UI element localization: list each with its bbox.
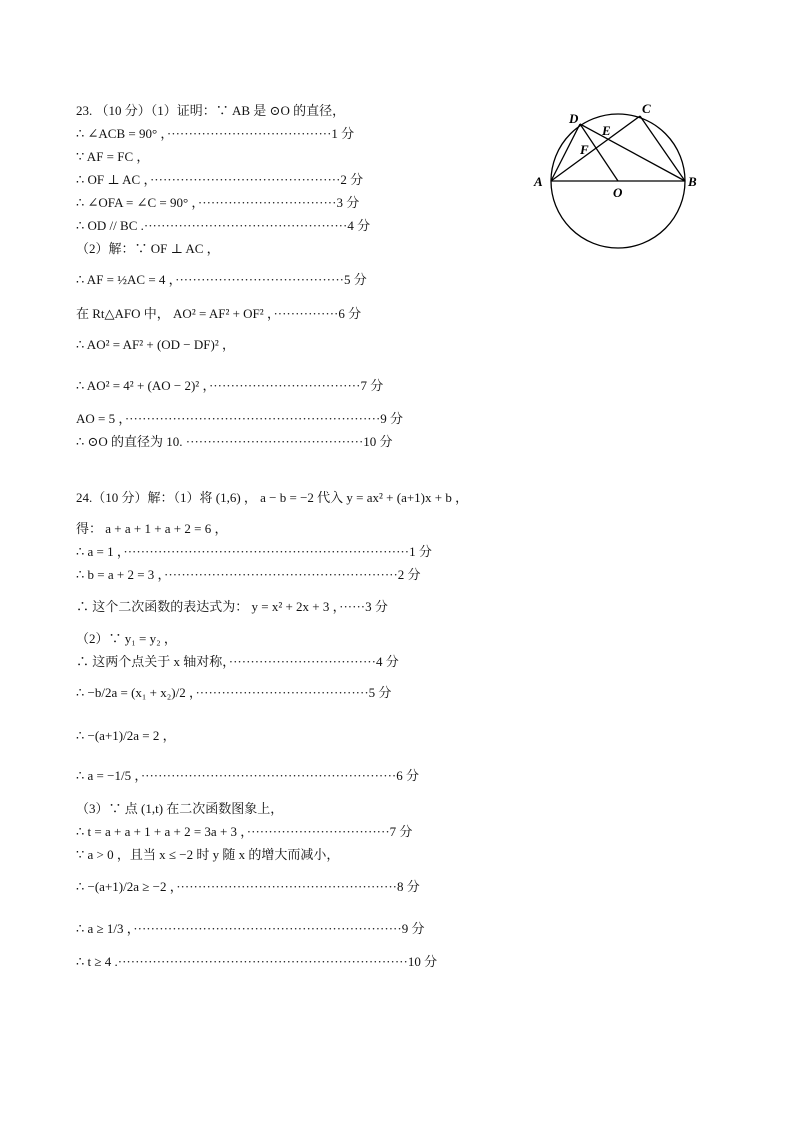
label-e: E — [602, 123, 611, 138]
q23-line-13: ∴ ⊙O 的直径为 10. ·········································10 分 — [76, 434, 393, 449]
q23-line-12: AO = 5 ，···························································9 分 — [76, 411, 404, 426]
q23-line-1: 23. （10 分）（1）证明：∵ AB 是 ⊙O 的直径， — [76, 103, 346, 118]
q24-line-3: ∴ a = 1 ，··································································1 分 — [76, 544, 432, 559]
label-c: C — [642, 101, 651, 116]
q24-line-14: ∴ −(a+1)/2a ≥ −2 ，···················································8 分 — [76, 879, 420, 894]
q23-line-2: ∴ ∠ACB = 90° ，······································1 分 — [76, 126, 355, 141]
q23-line-5: ∴ ∠OFA = ∠C = 90° ，································3 分 — [76, 195, 360, 210]
chord-cb — [640, 116, 685, 181]
label-b: B — [688, 174, 697, 189]
q24-line-4: ∴ b = a + 2 = 3 ，······················································2 分 — [76, 567, 421, 582]
q23-line-7: （2）解：∵ OF ⊥ AC ， — [76, 241, 220, 256]
q24-line-1: 24.（10 分）解：（1）将 (1,6) ， a − b = −2 代入 y = ax² + (a+1)x + b ， — [76, 490, 469, 505]
q23-line-8: ∴ AF = ½AC = 4 ，·······································5 分 — [76, 272, 367, 287]
q24-line-11: （3）∵ 点 (1,t) 在二次函数图象上， — [76, 801, 284, 816]
label-o: O — [613, 185, 623, 200]
circle-figure — [528, 96, 708, 256]
q24-line-2: 得： a + a + 1 + a + 2 = 6 ， — [76, 521, 228, 536]
q24-line-6: （2）∵ y₁ = y₂ ， — [76, 631, 177, 646]
q24-line-7: ∴ 这两个点关于 x 轴对称，··································4 分 — [76, 654, 399, 669]
q24-line-8: ∴ −b/2a = (x₁ + x₂)/2 ，········································5 分 — [76, 685, 392, 700]
label-d: D — [569, 111, 579, 126]
q23-line-3: ∵ AF = FC ， — [76, 149, 150, 164]
q24-line-13: ∵ a > 0 ，且当 x ≤ −2 时 y 随 x 的增大而减小， — [76, 847, 340, 862]
q24-line-16: ∴ t ≥ 4 .···································································10 分 — [76, 954, 438, 969]
q23-line-10: ∴ AO² = AF² + (OD − DF)² ， — [76, 337, 235, 352]
chord-ac — [551, 116, 640, 181]
q24-line-9: ∴ −(a+1)/2a = 2 ， — [76, 728, 176, 743]
q24-line-12: ∴ t = a + a + 1 + a + 2 = 3a + 3 ，·································7 分 — [76, 824, 413, 839]
label-a: A — [534, 174, 543, 189]
q23-line-9: 在 Rt△AFO 中， AO² = AF² + OF² ，···············6 分 — [76, 306, 362, 321]
q23-line-11: ∴ AO² = 4² + (AO − 2)² ，···································7 分 — [76, 378, 384, 393]
segment-ad — [551, 124, 580, 181]
segment-db — [580, 124, 685, 181]
q24-line-10: ∴ a = −1/5 ，···························································6 分 — [76, 768, 419, 783]
label-f: F — [580, 142, 589, 157]
q24-line-15: ∴ a ≥ 1/3 ，······························································9 分 — [76, 921, 425, 936]
q24-line-5: ∴ 这个二次函数的表达式为： y = x² + 2x + 3 ，······3 分 — [76, 599, 388, 614]
q23-line-4: ∴ OF ⊥ AC ，············································2 分 — [76, 172, 364, 187]
q23-line-6: ∴ OD // BC .···············································4 分 — [76, 218, 371, 233]
